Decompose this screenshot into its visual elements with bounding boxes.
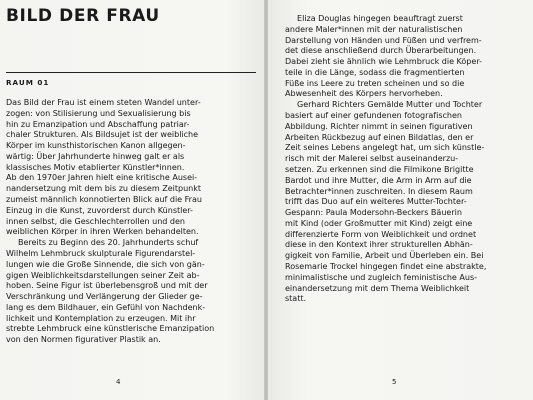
text-line: mit Kind (oder Großmutter mit Kind) zeigt eine xyxy=(285,218,473,228)
text-line: weiblichen Körper in ihren Werken behandelten. xyxy=(6,227,199,237)
text-line: Das Bild der Frau ist einem steten Wandel unter- xyxy=(6,98,201,107)
text-line: setzen. Zu erkennen sind die Filmikone Brigitte xyxy=(285,164,474,174)
text-line: Gespann: Paula Modersohn-Beckers Bäuerin xyxy=(285,208,462,218)
text-line: Verschränkung und Verlängerung der Glieder ge- xyxy=(6,292,203,302)
text-line: gigkeit von Familie, Arbeit und Überleben ein. Bei xyxy=(285,251,484,261)
text-line: Gerhard Richters Gemälde Mutter und Tochter xyxy=(297,100,483,110)
text-line: andere Maler*innen mit der naturalistischen xyxy=(285,24,463,34)
right-body-text xyxy=(285,14,530,305)
text-line: innen selbst, die Geschlechterrollen und den xyxy=(6,216,186,226)
text-line: einandersetzung mit dem Thema Weiblichkeit xyxy=(285,283,470,293)
right-page xyxy=(268,0,533,400)
text-line: lichkeit und Kontemplation zu erzeugen. Mit ihr xyxy=(6,313,196,323)
text-line: Darstellung von Händen und Füßen und verfrem- xyxy=(285,35,482,45)
text-line: wärtig: Über Jahrhunderte hinweg galt er als xyxy=(6,151,185,161)
left-page xyxy=(0,0,264,400)
text-line: Arbeiten Rückbezug auf einen Bildatlas, den er xyxy=(285,132,474,142)
text-line: Betrachter*innen zuschreiten. In diesem Raum xyxy=(285,186,473,196)
text-line: Abwesenheit des Körpers hervorheben. xyxy=(285,89,443,99)
title-divider xyxy=(6,72,256,73)
text-line: statt. xyxy=(285,294,307,304)
text-line: trifft das Duo auf ein weiteres Mutter-Tochter- xyxy=(285,197,467,207)
text-line: klassisches Motiv etablierter Künstler*innen. xyxy=(6,162,185,172)
text-line: Ab den 1970er Jahren hielt eine kritische Ausei- xyxy=(6,173,198,183)
text-line: strebte Lehmbruck eine künstlerische Emanzipation xyxy=(6,324,215,334)
text-line: minimalistische und zugleich feministische Aus- xyxy=(285,272,478,282)
text-line: nandersetzung mit dem bis zu diesem Zeitpunkt xyxy=(6,184,202,194)
text-line: diese in den Kontext ihrer strukturellen Abhän- xyxy=(285,240,473,250)
page-title: BILD DER FRAU xyxy=(6,6,160,26)
text-line: Einzug in die Kunst, zuvorderst durch Künstler- xyxy=(6,205,193,215)
text-line: von den Normen figurativer Plastik an. xyxy=(6,335,161,345)
text-line: Bardot und ihre Mutter, die Arm in Arm auf die xyxy=(285,175,472,185)
text-line: Abbildung. Richter nimmt in seinen figurativen xyxy=(285,121,473,131)
text-line: det diese anschließend durch Überarbeitungen. xyxy=(285,46,477,56)
text-line: zumeist männlich konnotierten Blick auf die Frau xyxy=(6,195,202,205)
text-line: teile in die Länge, sodass die fragmentierten xyxy=(285,67,465,77)
text-line: Zeit seines Lebens angelegt hat, um sich künstle- xyxy=(285,143,485,153)
text-line: Eliza Douglas hingegen beauftragt zuerst xyxy=(297,14,463,23)
left-body-text xyxy=(6,98,258,346)
text-line: lang es dem Bildhauer, ein Gefühl von Nachdenk- xyxy=(6,302,206,312)
text-line: Rosemarie Trockel hingegen findet eine abstrakte, xyxy=(285,261,487,271)
text-line: Bereits zu Beginn des 20. Jahrhunderts schuf xyxy=(18,238,199,248)
text-line: Dabei zieht sie ähnlich wie Lehmbruck die Köper- xyxy=(285,57,482,67)
page-number-left: 4 xyxy=(116,378,121,386)
text-line: differenzierte Form von Weiblichkeit und ordnet xyxy=(285,229,477,239)
text-line: Wilhelm Lehmbruck skulpturale Figurendarstel- xyxy=(6,248,196,258)
text-line: hin zu Emanzipation und Abschaffung patriar- xyxy=(6,119,190,129)
section-label: RAUM 01 xyxy=(6,78,50,87)
text-line: lungen wie die Große Sinnende, die sich von gän- xyxy=(6,259,205,269)
text-line: risch mit der Malerei selbst auseinanderzu- xyxy=(285,154,459,164)
text-line: gigen Weiblichkeitsdarstellungen seiner Zeit ab- xyxy=(6,270,200,280)
text-line: Körper im kunsthistorischen Kanon allgegen- xyxy=(6,141,186,151)
text-line: Füße ins Leere zu treten scheinen und so die xyxy=(285,78,465,88)
text-line: chaler Strukturen. Als Bildsujet ist der weibliche xyxy=(6,130,199,140)
page-number-right: 5 xyxy=(392,378,397,386)
text-line: hoben. Seine Figur ist überlebensgroß und mit der xyxy=(6,281,208,291)
text-line: zogen: von Stilisierung und Sexualisierung bis xyxy=(6,108,191,118)
text-line: basiert auf einer gefundenen fotografischen xyxy=(285,111,462,121)
